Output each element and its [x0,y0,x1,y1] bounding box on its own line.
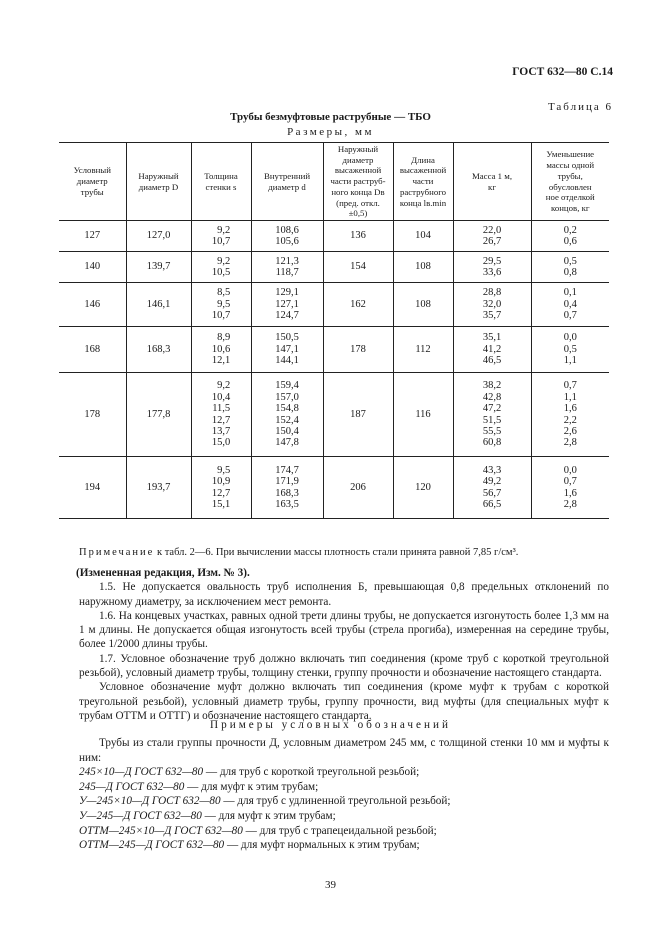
cell-mass [453,373,531,457]
cell-outer-diameter [126,252,191,283]
cell-value: 171,9 [275,476,299,488]
cell-value: 121,3 [275,255,299,267]
cell-mass-values [483,332,501,366]
cell-wall-thickness-values [212,256,230,279]
cell-inner-diameter [251,252,323,283]
cell-value: 10,4 [211,391,231,403]
cell-value: 10,9 [211,476,231,488]
cell-nominal-diameter [59,457,126,519]
table-row [59,252,609,283]
col-header-upset-diameter [323,143,393,221]
example-code: 245—Д ГОСТ 632—80 [79,780,185,793]
cell-mass-reduction [531,373,609,457]
example-item [79,794,609,809]
note-text: к табл. 2—6. При вычислении массы плотность стали принята равной 7,85 г/см³. [154,547,519,558]
table-row [59,373,609,457]
cell-value: 112 [415,343,431,355]
header-line: (пред. откл. [336,197,380,208]
cell-value: 152,4 [275,414,299,426]
cell-upset-length [393,327,453,373]
cell-nominal-diameter [59,221,126,252]
cell-value: 129,1 [275,287,299,299]
example-code: У—245—Д ГОСТ 632—80 [79,809,202,822]
example-item [79,780,609,795]
cell-value: 49,2 [482,476,502,488]
example-desc: — для труб с трапецеидальной резьбой; [242,824,437,837]
cell-mass-reduction-values [564,256,577,279]
cell-upset-length [393,252,453,283]
cell-value: 168 [84,343,101,355]
cell-mass-reduction-values [564,287,577,321]
cell-inner-diameter-values [275,287,299,321]
cell-value: 104 [415,230,431,242]
cell-value: 105,6 [275,236,299,247]
cell-value: 15,0 [211,437,231,449]
cell-upset-length [393,221,453,252]
header-line: трубы, [557,170,583,181]
header-line: концов, кг [551,203,590,214]
cell-value: 194 [84,481,101,493]
header-line: массы одной [546,159,595,170]
cell-nominal-diameter [59,327,126,373]
cell-value: 8,9 [217,332,231,344]
cell-upset-diameter [323,373,393,457]
header-line: высаженной [334,165,382,176]
cell-value: 55,5 [482,425,502,437]
cell-value: 12,7 [211,414,231,426]
cell-value: 0,4 [563,298,577,310]
cell-inner-diameter [251,373,323,457]
paragraph-1-6: 1.6. На концевых участках, равных одной трети длины трубы, не допускается изгонутость более 1,3 мм на 1 м длины. Не допускается общая изгонутость всей трубы (стрела прогиба), измеренная на середине трубы, более 1/2000 длины трубы. [79,609,609,651]
example-item [79,809,609,824]
examples-title: Примеры условных обозначений [210,719,451,731]
example-desc: — для муфт к этим трубам; [184,780,319,793]
cell-value: 9,2 [217,380,231,392]
example-item [79,765,609,780]
cell-wall-thickness [191,221,251,252]
cell-inner-diameter-values [275,256,299,279]
cell-mass-reduction [531,283,609,327]
cell-mass-reduction-values [564,225,577,248]
header-line: диаметр d [268,181,306,192]
header-line: стенки s [205,181,237,192]
cell-outer-diameter [126,283,191,327]
cell-inner-diameter [251,283,323,327]
example-desc: — для труб с короткой треугольной резьбой; [203,766,420,779]
paragraph-1-7: 1.7. Условное обозначение труб должно включать тип соединения (кроме труб с короткой треугольной резьбой), условный диаметр трубы, толщину стенки, группу прочности и обозначение настоящего стандарта. [79,652,609,680]
cell-upset-length [393,283,453,327]
header-line: Уменьшение [546,149,595,160]
header-line: ного конца Dв [331,186,385,197]
table-row [59,221,609,252]
header-line: части [412,176,434,187]
cell-value: 144,1 [275,355,299,367]
cell-mass [453,457,531,519]
page-number: 39 [325,879,336,891]
cell-value: 127 [84,230,101,242]
cell-mass-values [483,225,501,248]
cell-upset-diameter [323,221,393,252]
cell-value: 0,7 [563,310,577,322]
cell-nominal-diameter [59,252,126,283]
cell-value: 0,0 [563,464,577,476]
cell-value: 108 [415,298,431,310]
examples-list [79,765,609,853]
cell-nominal-diameter [59,283,126,327]
header-line: Условный [73,165,111,176]
cell-value: 10,7 [211,236,231,247]
cell-value: 9,5 [217,298,231,310]
cell-value: 136 [350,230,366,242]
cell-value: 1,6 [563,487,577,499]
cell-value: 187 [350,408,366,420]
cell-value: 12,7 [211,487,231,499]
cell-wall-thickness [191,283,251,327]
cell-mass-reduction [531,221,609,252]
cell-outer-diameter [126,373,191,457]
cell-value: 9,5 [217,464,231,476]
cell-value: 108 [415,261,431,273]
cell-value: 178 [84,408,101,420]
cell-value: 159,4 [275,380,299,392]
cell-value: 38,2 [482,380,502,392]
example-desc: — для муфт к этим трубам; [201,809,336,822]
cell-upset-diameter [323,327,393,373]
cell-value: 124,7 [275,310,299,322]
cell-value: 66,5 [482,498,502,510]
cell-mass-reduction [531,457,609,519]
cell-upset-diameter [323,283,393,327]
header-line: ное отделкой [545,192,595,203]
cell-value: 139,7 [146,261,171,273]
body-text [76,566,609,723]
header-line: раструбного [399,186,447,197]
cell-mass-reduction-values [564,380,577,448]
cell-value: 127,1 [275,298,299,310]
paragraph-1-5: 1.5. Не допускается овальность труб исполнения Б, превышающая 0,8 предельных отклонений по наружному диаметру, за исключением мест ремонта. [79,581,609,608]
example-item [79,838,609,853]
cell-mass [453,327,531,373]
cell-value: 10,6 [211,343,231,355]
cell-value: 154 [350,261,366,273]
cell-value: 9,2 [217,255,231,267]
cell-inner-diameter-values [275,332,299,366]
cell-wall-thickness-values [212,380,230,448]
cell-value: 108,6 [275,224,299,236]
cell-value: 146,1 [146,298,171,310]
cell-outer-diameter [126,327,191,373]
cell-value: 147,8 [275,437,299,449]
table-subtitle: Размеры, мм [287,126,374,138]
cell-value: 60,8 [482,437,502,449]
col-header-nominal-diameter [59,143,126,221]
cell-value: 22,0 [482,224,502,236]
cell-value: 0,7 [563,380,577,392]
cell-value: 1,1 [563,355,577,367]
cell-value: 118,7 [275,267,299,278]
table-header-row [59,143,609,221]
header-line: Внутренний [263,170,311,181]
table-number: Таблица 6 [547,101,613,113]
cell-value: 154,8 [275,403,299,415]
cell-value: 32,0 [482,298,502,310]
cell-value: 2,8 [563,498,577,510]
cell-value: 1,6 [563,403,577,415]
cell-value: 174,7 [275,464,299,476]
cell-value: 0,5 [563,343,577,355]
cell-mass-reduction-values [564,465,577,511]
cell-nominal-diameter [59,373,126,457]
change-note: (Измененная редакция, Изм. № 3). [76,567,250,579]
cell-value: 163,5 [275,498,299,510]
cell-value: 13,7 [211,425,231,437]
pipe-dimensions-table [59,142,609,519]
cell-value: 11,5 [212,403,231,415]
cell-inner-diameter-values [275,225,299,248]
cell-value: 168,3 [146,343,171,355]
col-header-mass-reduction [531,143,609,221]
cell-value: 10,5 [211,267,231,278]
cell-value: 46,5 [482,355,502,367]
header-line: Масса 1 м, [471,170,513,181]
cell-upset-length [393,373,453,457]
cell-value: 0,8 [563,267,577,278]
cell-value: 120 [415,481,431,493]
cell-value: 0,1 [563,287,577,299]
cell-value: 0,6 [563,236,577,247]
header-line: Длина [411,154,435,165]
cell-value: 116 [415,408,431,420]
cell-mass-values [483,256,501,279]
cell-wall-thickness [191,327,251,373]
cell-value: 41,2 [482,343,502,355]
table-title: Трубы безмуфтовые раструбные — ТБО [230,111,431,123]
cell-value: 15,1 [211,498,231,510]
col-header-outer-diameter [126,143,191,221]
cell-wall-thickness-values [212,332,230,366]
table-row [59,457,609,519]
example-code: 245×10—Д ГОСТ 632—80 [79,766,204,779]
cell-inner-diameter-values [275,380,299,448]
cell-value: 0,5 [563,255,577,267]
cell-value: 127,0 [146,230,171,242]
cell-wall-thickness [191,252,251,283]
paragraph-coupling-designation: Условное обозначение муфт должно включать тип соединения (кроме муфт к трубам с короткой треугольной резьбой), условный диаметр трубы, группу прочности, вид муфты (для специальных муфт к трубам ОТТМ и ОТТГ) и обозначение настоящего стандарта. [79,681,609,722]
cell-value: 47,2 [482,403,502,415]
cell-value: 33,6 [482,267,502,278]
cell-value: 35,7 [482,310,502,322]
cell-value: 150,4 [275,425,299,437]
cell-value: 8,5 [217,287,231,299]
cell-value: 193,7 [146,481,171,493]
header-line: Наружный [138,170,179,181]
cell-value: 43,3 [482,464,502,476]
cell-value: 0,2 [563,224,577,236]
cell-value: 56,7 [482,487,502,499]
examples-block [79,736,609,853]
cell-mass-reduction [531,327,609,373]
cell-mass-reduction [531,252,609,283]
cell-value: 140 [84,261,101,273]
cell-inner-diameter [251,221,323,252]
cell-value: 2,6 [563,425,577,437]
example-item [79,824,609,839]
cell-inner-diameter-values [275,465,299,511]
cell-upset-diameter [323,252,393,283]
cell-value: 26,7 [482,236,502,247]
cell-value: 9,2 [217,224,231,236]
col-header-wall-thickness [191,143,251,221]
header-line: Толщина [204,170,238,181]
header-line: диаметр [342,154,374,165]
cell-mass-values [483,465,501,511]
cell-inner-diameter [251,327,323,373]
cell-inner-diameter [251,457,323,519]
table-note [79,547,518,558]
cell-wall-thickness-values [212,287,230,321]
cell-mass-reduction-values [564,332,577,366]
header-line: кг [488,181,496,192]
header-line: конца lв.min [399,197,447,208]
example-desc: — для муфт нормальных к этим трубам; [224,839,420,852]
note-prefix: Примечание [79,547,155,558]
cell-value: 28,8 [482,287,502,299]
cell-value: 178 [350,343,366,355]
cell-wall-thickness [191,373,251,457]
cell-value: 157,0 [275,391,299,403]
cell-value: 162 [350,298,366,310]
header-line: Наружный [337,143,379,154]
cell-mass [453,221,531,252]
col-header-upset-length [393,143,453,221]
cell-value: 150,5 [275,332,299,344]
col-header-inner-diameter [251,143,323,221]
cell-wall-thickness-values [212,225,230,248]
cell-value: 146 [84,298,101,310]
header-line: высаженной [399,165,447,176]
cell-value: 206 [350,481,366,493]
cell-value: 12,1 [211,355,231,367]
cell-value: 1,1 [563,391,577,403]
cell-value: 0,7 [563,476,577,488]
examples-intro: Трубы из стали группы прочности Д, условным диаметром 245 мм, с толщиной стенки 10 мм и муфты к ним: [79,737,609,764]
header-line: диаметр D [138,181,179,192]
cell-value: 10,7 [211,310,231,322]
cell-mass-values [483,287,501,321]
cell-upset-length [393,457,453,519]
cell-value: 168,3 [275,487,299,499]
table-body [59,221,609,519]
example-code: У—245×10—Д ГОСТ 632—80 [79,795,221,808]
cell-value: 51,5 [482,414,502,426]
col-header-mass [453,143,531,221]
cell-value: 35,1 [482,332,502,344]
header-line: диаметр [76,176,108,187]
cell-value: 0,0 [563,332,577,344]
cell-value: 2,8 [563,437,577,449]
cell-outer-diameter [126,457,191,519]
header-line: ±0,5) [348,208,368,219]
example-desc: — для труб с удлиненной треугольной резьбой; [220,795,451,808]
cell-mass [453,283,531,327]
header-line: трубы [80,186,104,197]
cell-outer-diameter [126,221,191,252]
example-code: ОТТМ—245×10—Д ГОСТ 632—80 [79,824,243,837]
cell-mass-values [483,380,501,448]
example-code: ОТТМ—245—Д ГОСТ 632—80 [79,839,225,852]
cell-value: 29,5 [482,255,502,267]
cell-value: 147,1 [275,343,299,355]
header-line: обусловлен [548,181,592,192]
header-line: части раструб- [330,176,386,187]
cell-mass [453,252,531,283]
cell-value: 2,2 [563,414,577,426]
cell-wall-thickness-values [212,465,230,511]
table-row [59,327,609,373]
cell-value: 177,8 [146,408,171,420]
cell-upset-diameter [323,457,393,519]
table-row [59,283,609,327]
cell-wall-thickness [191,457,251,519]
document-header: ГОСТ 632—80 С.14 [512,66,613,78]
cell-value: 42,8 [482,391,502,403]
